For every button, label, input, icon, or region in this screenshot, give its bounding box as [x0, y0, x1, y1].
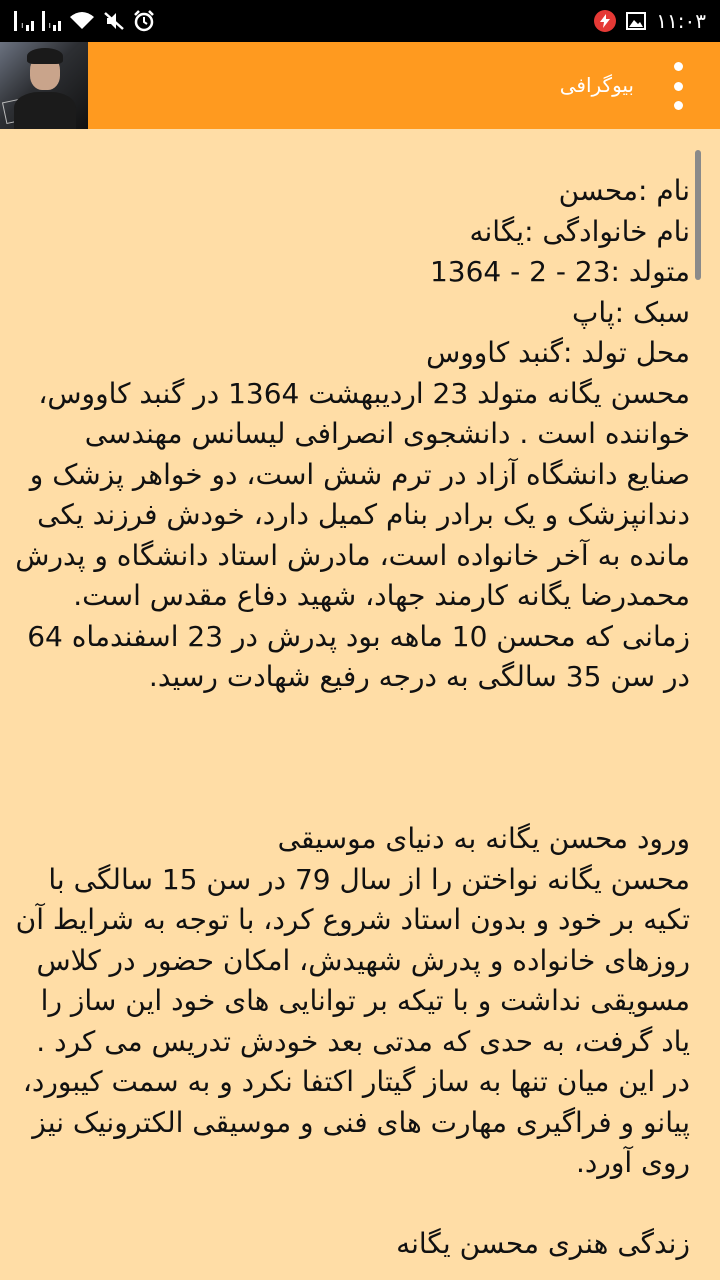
- status-icons-right: [594, 9, 706, 33]
- overflow-menu-button[interactable]: [666, 62, 690, 110]
- wifi-icon: [69, 11, 95, 31]
- overflow-menu-icon: [674, 62, 683, 71]
- artist-avatar: [0, 42, 88, 129]
- mute-icon: [103, 11, 125, 31]
- app-bar: [0, 42, 720, 129]
- image-notification-icon: [626, 12, 646, 30]
- signal-1-icon: ı: [14, 11, 34, 31]
- status-bar: [0, 0, 720, 42]
- page-title: بیوگرافی: [559, 73, 634, 97]
- status-icons-left: [14, 9, 155, 33]
- clock: ۱۱:۰۳: [656, 9, 706, 33]
- biography-content[interactable]: [14, 129, 690, 1280]
- lightning-notification-icon: [594, 10, 616, 32]
- biography-text: نام :محسن نام خانوادگی :یگانه متولد :23 - 2 - 1364 سبک :پاپ محل تولد :گنبد کاووس محسن یگانه متولد 23 اردیبهشت 1364 در گنبد کاووس، خواننده است . دانشجوی انصرافی لیسانس مهندسی صنایع دانشگاه آزاد در ترم شش است، دو خواهر پزشک و دندانپزشک و یک برادر بنام کمیل دارد، خودش فرزند یکی مانده به آخر خانواده است، مادرش استاد دانشگاه و پدرش محمدرضا یگانه کارمند جهاد، شهید دفاع مقدس است. زمانی که محسن 10 ماهه بود پدرش در 23 اسفندماه 64 در سن 35 سالگی به درجه رفیع شهادت رسید. ورود محسن یگانه به دنیای موسیقی محسن یگانه نواختن را از سال 79 در سن 15 سالگی با تکیه بر خود و بدون استاد شروع کرد، با توجه به شرایط آن روزهای خانواده و پدرش شهیدش، امکان حضور در کلاس مسویقی نداشت و با تیکه بر توانایی های خود این ساز را یاد گرفت، به حدی که مدتی بعد خودش تدریس می کرد . در این میان تنها به ساز گیتار اکتفا نکرد و به سمت کیبورد، پیانو و فراگیری مهارت های فنی و موسیقی الکترونیک نیز روی آورد. زندگی هنری محسن یگانه: [15, 174, 690, 1260]
- scrollbar-thumb[interactable]: [695, 150, 701, 280]
- signal-2-icon: ı: [42, 11, 62, 31]
- alarm-icon: [133, 10, 155, 32]
